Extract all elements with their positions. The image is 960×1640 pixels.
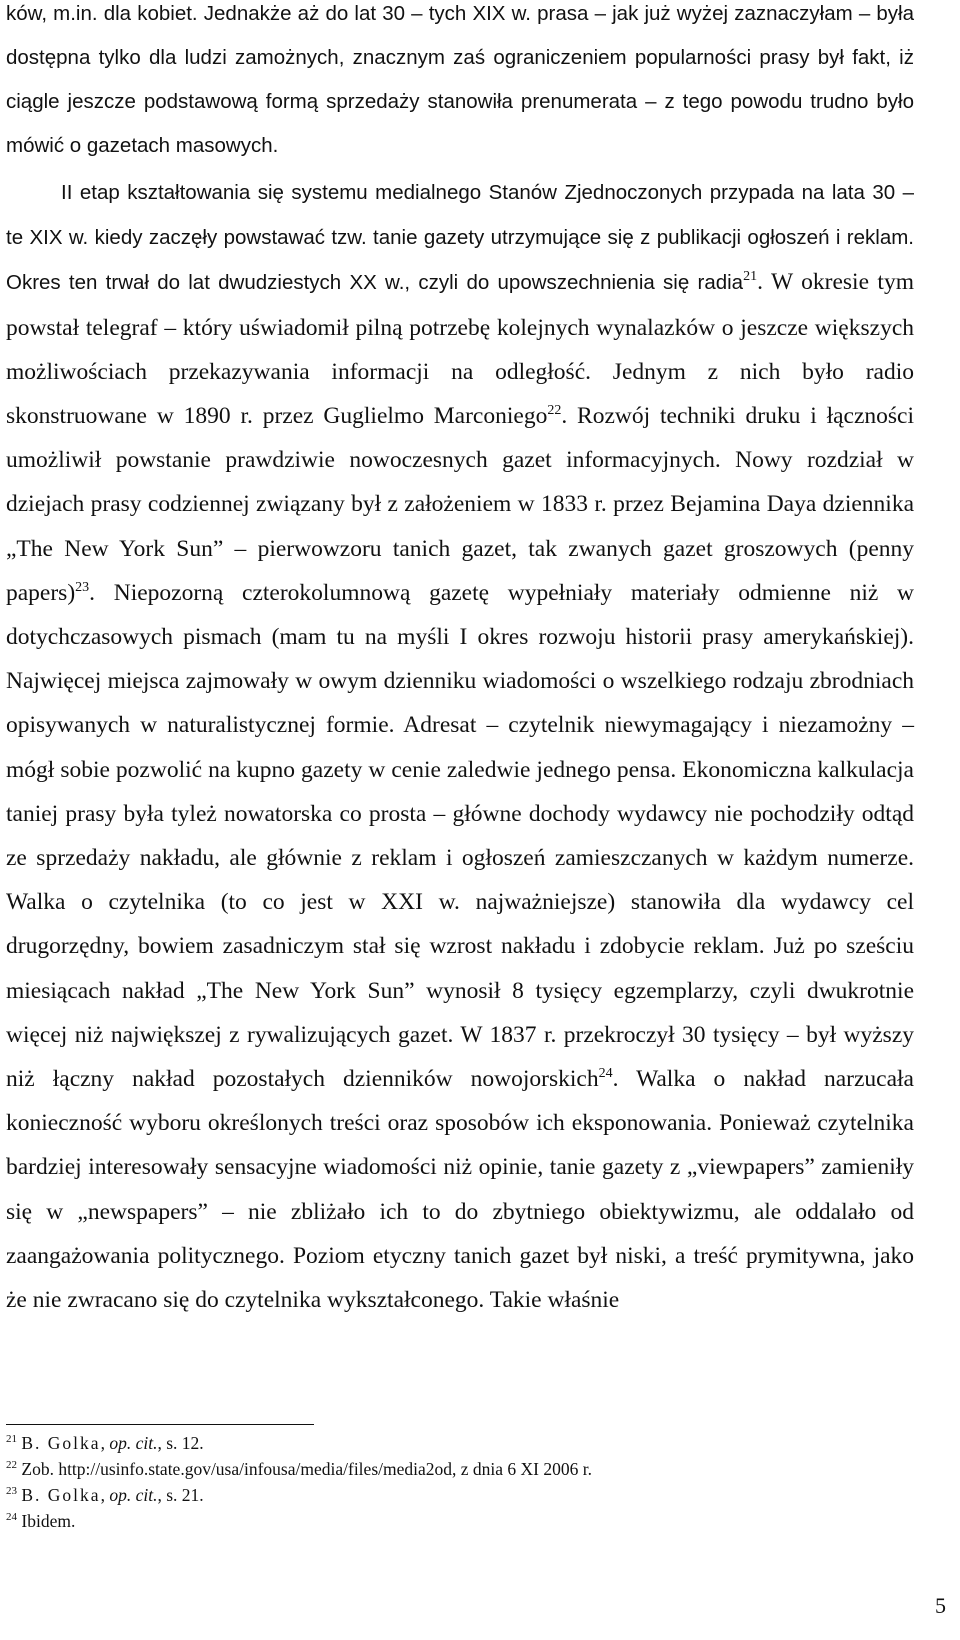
footnote-21: $^{21}$ B. Golka, op. cit., s. 12. [6,1433,204,1453]
page-number: 5 [935,1593,946,1618]
footnote-ref-24[interactable]: 24 [598,1066,613,1082]
footnote-cit: op. cit. [109,1433,158,1453]
paragraph-continued: ków, m.in. dla kobiet. Jednakże aż do lat 30 – tych XIX w. prasa – jak już wyżej zaznaczyłam – była dostępna tylko dla ludzi zamożnych, znacznym zaś ograniczeniem popularności prasy był fakt, iż ciągle jeszcze podstawową formą sprzedaży stanowiła prenumerata – z tego powodu trudno było mówić o gazetach masowych. [6,2,914,157]
footnote-text[interactable]: Zob. http://usinfo.state.gov/usa/infousa/media/files/media2od, z dnia 6 XI 2006 r. [21,1459,592,1479]
footnotes [6,1430,906,1534]
footnote-number: 23 [6,1485,17,1498]
footnote-pages: , s. 12. [157,1433,204,1453]
footnote-24 [6,1508,906,1534]
footnote-23: $^{23}$ B. Golka, op. cit., s. 21. [6,1485,204,1505]
footnote-number: 21 [6,1433,17,1446]
footnote-ref-21[interactable]: 21 [743,269,758,285]
footnote-number: 22 [6,1459,17,1472]
footnote-ref-23[interactable]: 23 [75,580,90,595]
paragraph-text-sans: II etap kształtowania się systemu medialnego Stanów Zjednoczonych przypada na lata 30 – te XIX w. kiedy zaczęły powstawać tzw. tanie gazety utrzymujące się z publikacji ogłoszeń i reklam. Okres ten trwał do lat dwudziestych XX w., czyli do upowszechnienia się radia [6,181,914,295]
footnote-ref-22[interactable]: 22 [547,403,562,419]
footnote-author: B. Golka [21,1433,101,1453]
footnote-pages: , s. 21. [157,1485,204,1505]
footnote-separator [6,1424,314,1425]
footnote-author: B. Golka [21,1485,101,1505]
footnote-22 [6,1456,906,1482]
paragraph-text: . W okresie tym powstał telegraf – który uświadomił pilną potrzebę kolejnych wynalazków o jeszcze większych możliwościach przekazywania informacji na odległość. Jednym z nich było radio skonstruowane w 1890 r. przez Guglielmo Marconiego [6,269,914,430]
footnote-text: Ibidem. [21,1511,76,1531]
paragraph-text: . Rozwój techniki druku i łączności umożliwił powstanie prawdziwie nowoczesnych gazet informacyjnych. Nowy rozdział w dziejach prasy codziennej związany był z założeniem w 1833 r. przez Bejamina Daya dziennika „The New York Sun” – pierwowzoru tanich gazet, tak zwanych gazet groszowych (penny papers) [6,403,914,606]
footnote-cit: op. cit. [109,1485,158,1505]
paragraph-text: . Walka o nakład narzucała konieczność wyboru określonych treści oraz sposobów ich eksponowania. Ponieważ czytelnika bardziej interesowały sensacyjne wiadomości niż opinie, tanie gazety z „viewpapers” zamieniły się w „newspapers” – nie zbliżało ich to do zbytniego obiektywizmu, ale oddalało od zaangażowania politycznego. Poziom etyczny tanich gazet był niski, a treść prymitywna, jako że nie zwracano się do czytelnika wykształconego. Takie właśnie [6,1066,914,1314]
footnote-number: 24 [6,1511,17,1524]
paragraph-stage-two [6,170,914,1322]
paragraph-text: . Niepozorną czterokolumnową gazetę wypełniały materiały odmienne niż w dotychczasowych pismach (mam tu na myśli I okres rozwoju historii prasy amerykańskiej). Najwięcej miejsca zajmowały w owym dzienniku wiadomości o wszelkiego rodzaju zbrodniach opisywanych w naturalistycznej formie. Adresat – czytelnik niewymagający i niezamożny – mógł sobie pozwolić na kupno gazety w cenie zaledwie jednego pensa. Ekonomiczna kalkulacja taniej prasy była tyleż nowatorska co prosta – główne dochody wydawcy nie pochodziły odtąd ze sprzedaży nakładu, ale głównie z reklam i ogłoszeń zamieszczanych w każdym numerze. Walka o czytelnika (to co jest w XXI w. najważniejsze) stanowiła dla wydawcy cel drugorzędny, bowiem zasadniczym stał się wzrost nakładu i zdobycie reklam. Już po sześciu miesiącach nakład „The New York Sun” wynosił 8 tysięcy egzemplarzy, czyli dwukrotnie więcej niż największej z rywalizujących gazet. W 1837 r. przekroczył 30 tysięcy – był wyższy niż łączny nakład pozostałych dzienników nowojorskich [6,579,914,1093]
